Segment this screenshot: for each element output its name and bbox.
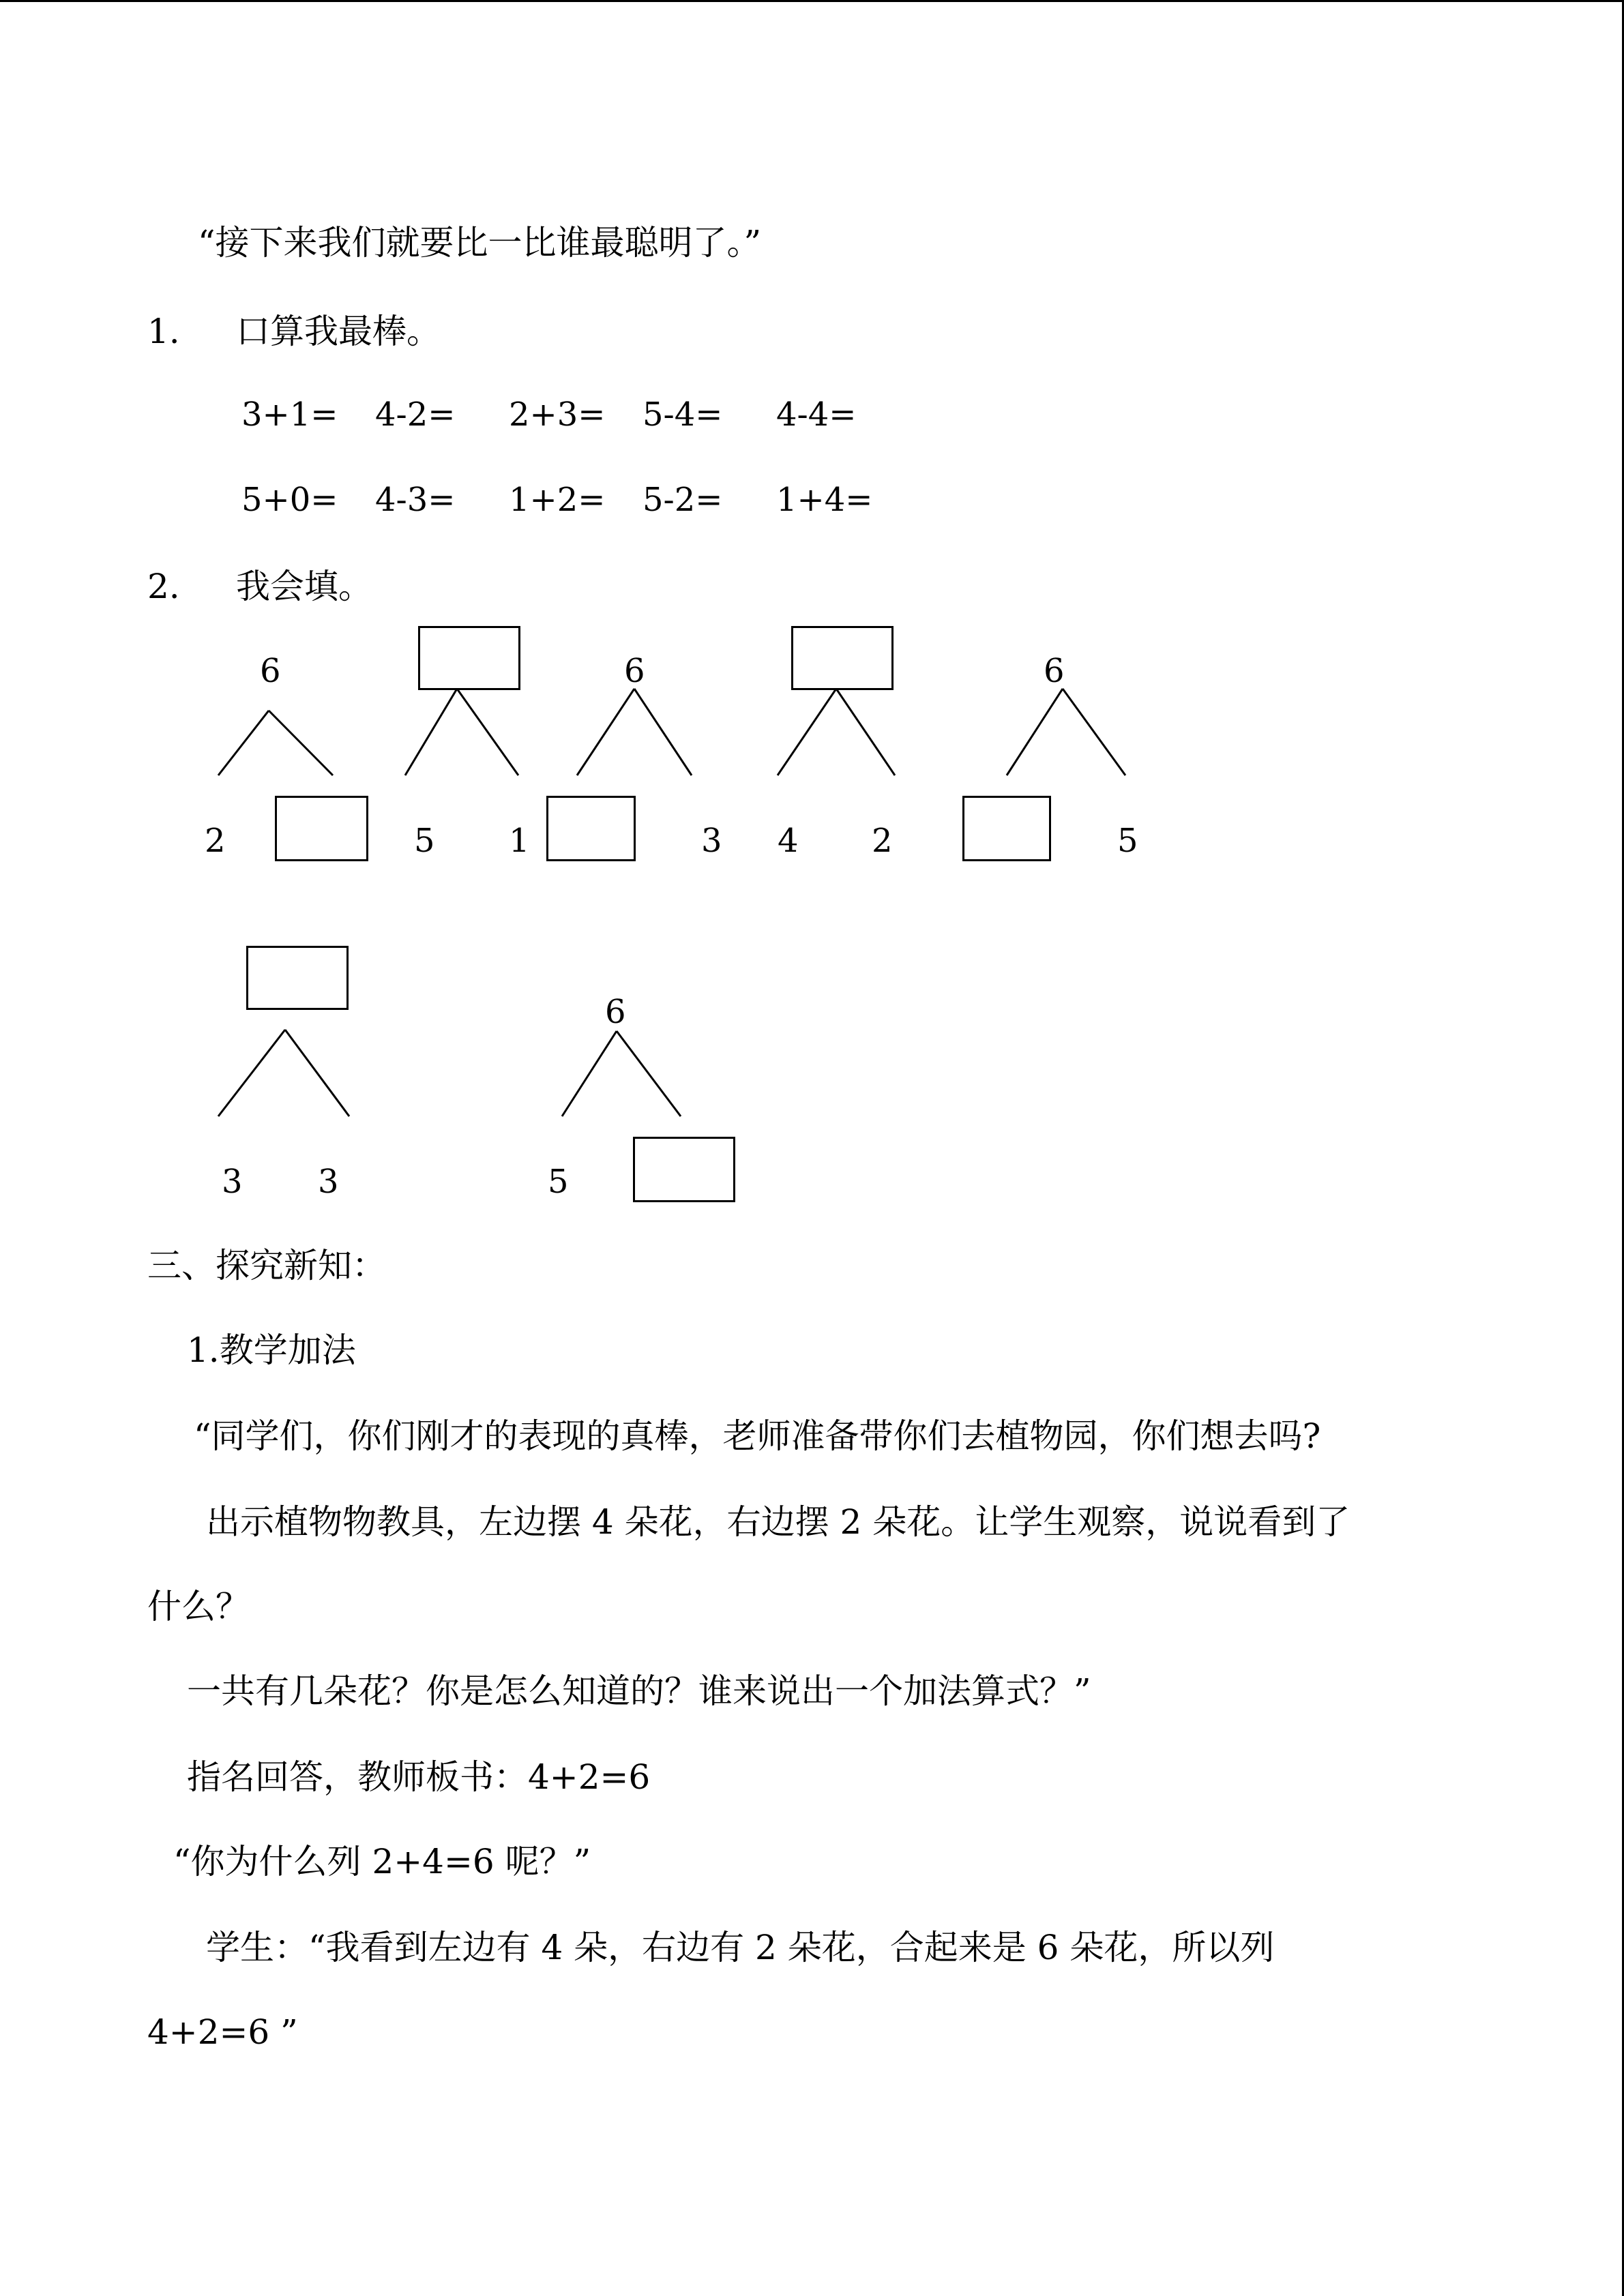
branch-line xyxy=(405,689,457,775)
oral-problem: 4-2= xyxy=(375,396,456,434)
tree-left-number: 1 xyxy=(509,822,530,860)
branch-line xyxy=(1007,689,1063,775)
paragraph: 4+2=6 ” xyxy=(147,2012,298,2052)
branch-line xyxy=(285,1030,349,1116)
q2-title: 我会填。 xyxy=(236,567,372,606)
tree-top-number: 6 xyxy=(260,652,281,690)
paragraph: 什么？ xyxy=(147,1587,250,1626)
answer-box[interactable] xyxy=(633,1137,735,1202)
branch-line xyxy=(457,689,518,775)
oral-problem: 3+1= xyxy=(241,396,338,434)
tree-left-number: 3 xyxy=(222,1163,243,1201)
section-heading: 三、探究新知： xyxy=(147,1246,386,1285)
branch-line xyxy=(1063,689,1125,775)
oral-problem: 5-4= xyxy=(643,396,723,434)
subsection-heading: 1.教学加法 xyxy=(187,1330,356,1370)
tree-left-number: 4 xyxy=(778,822,799,860)
answer-box[interactable] xyxy=(962,796,1051,861)
paragraph: “你为什么列 2+4=6 呢？” xyxy=(173,1842,591,1881)
branch-line xyxy=(617,1031,681,1116)
paragraph: 出示植物物教具，左边摆 4 朵花，右边摆 2 朵花。让学生观察，说说看到了 xyxy=(206,1502,1350,1542)
tree-right-number: 2 xyxy=(872,822,893,860)
oral-problem: 5+0= xyxy=(241,481,338,519)
answer-box[interactable] xyxy=(246,946,349,1010)
branch-line xyxy=(778,689,836,775)
paragraph: “同学们，你们刚才的表现的真棒，老师准备带你们去植物园，你们想去吗? xyxy=(194,1416,1321,1456)
oral-problem: 4-4= xyxy=(776,396,857,434)
tree-top-number: 6 xyxy=(624,652,645,690)
paragraph: 一共有几朵花？你是怎么知道的？谁来说出一个加法算式？” xyxy=(187,1671,1091,1711)
branch-line xyxy=(562,1031,617,1116)
tree-right-number: 3 xyxy=(318,1163,339,1201)
q2-number: 2. xyxy=(147,567,180,606)
answer-box[interactable] xyxy=(275,796,368,861)
branch-line xyxy=(577,689,634,775)
oral-problem: 1+4= xyxy=(776,481,873,519)
oral-problem: 1+2= xyxy=(509,481,606,519)
q1-number: 1. xyxy=(147,312,180,351)
oral-problem: 4-3= xyxy=(375,481,456,519)
tree-left-number: 5 xyxy=(548,1163,569,1201)
branch-line xyxy=(218,1030,285,1116)
branch-line xyxy=(634,689,692,775)
paragraph: 学生：“我看到左边有 4 朵，右边有 2 朵花，合起来是 6 朵花，所以列 xyxy=(206,1928,1275,1967)
tree-top-number: 6 xyxy=(1044,652,1065,690)
tree-left-number: 5 xyxy=(414,822,435,860)
answer-box[interactable] xyxy=(791,626,894,690)
answer-box[interactable] xyxy=(418,626,520,690)
branch-line xyxy=(218,711,269,775)
branch-line xyxy=(269,711,333,775)
q1-title: 口算我最棒。 xyxy=(236,312,441,351)
oral-problem: 5-2= xyxy=(643,481,723,519)
tree-top-number: 6 xyxy=(605,993,626,1031)
intro-text: “接下来我们就要比一比谁最聪明了。” xyxy=(198,223,762,263)
oral-problem: 2+3= xyxy=(509,396,606,434)
branch-line xyxy=(836,689,895,775)
paragraph: 指名回答，教师板书：4+2=6 xyxy=(187,1757,651,1797)
tree-left-number: 2 xyxy=(205,822,226,860)
tree-right-number: 5 xyxy=(1117,822,1138,860)
answer-box[interactable] xyxy=(546,796,636,861)
tree-right-number: 3 xyxy=(701,822,722,860)
